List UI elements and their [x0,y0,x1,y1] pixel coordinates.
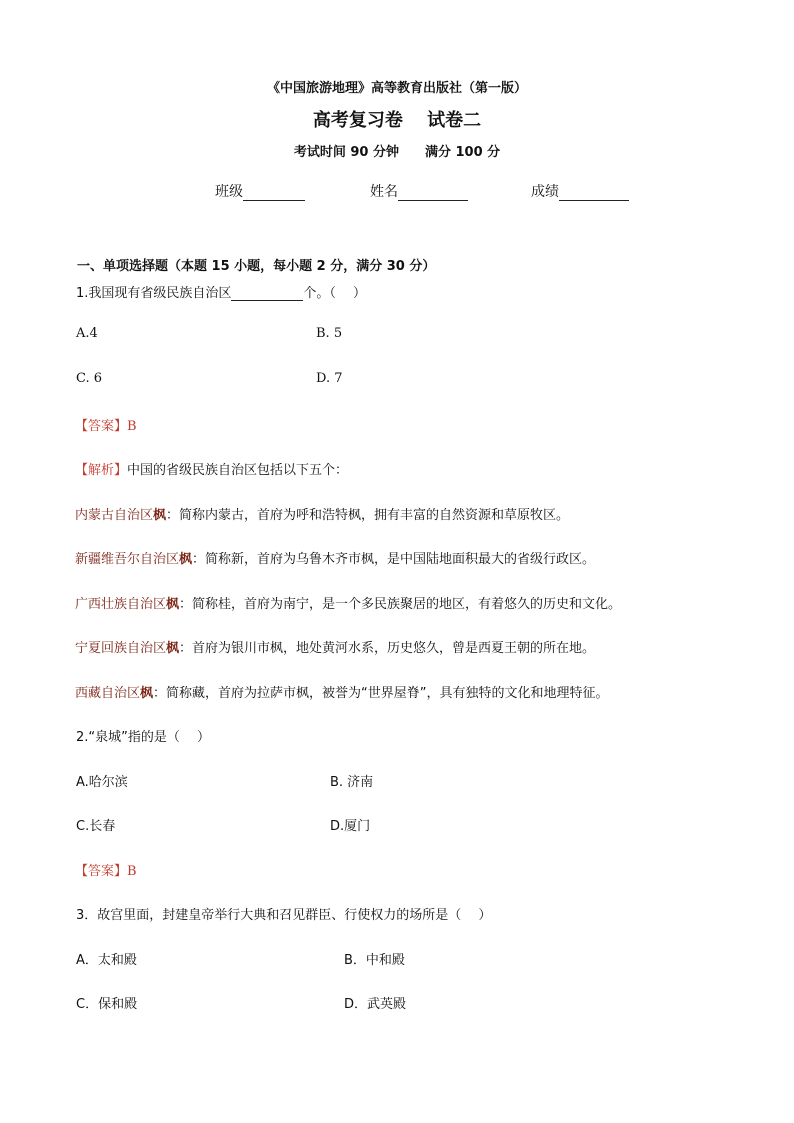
item-mark: 枫 [166,597,180,612]
q2-option-d[interactable]: D.厦门 [330,819,371,834]
q1-blank [231,286,303,301]
item-desc: ：首府为银川市枫，地处黄河水系，历史悠久，曾是西夏王朝的所在地。 [179,641,596,656]
q1-option-c[interactable]: C. 6 [76,371,103,386]
q1-answer-value: B [127,419,137,434]
class-blank[interactable] [243,186,305,201]
item-mark: 枫 [140,686,154,701]
q1-stem-tail: 个。（ ） [303,286,367,301]
name-field[interactable] [370,181,468,201]
item-name: 宁夏回族自治区 [75,641,167,656]
item-desc: ：简称新，首府为乌鲁木齐市枫，是中国陆地面积最大的省级行政区。 [192,552,596,567]
exam-meta: 考试时间 90 分钟 满分 100 分 [293,145,501,160]
q1-option-d[interactable]: D. 7 [316,371,343,386]
q2-option-a[interactable]: A.哈尔滨 [76,775,128,790]
section-heading: 一、单项选择题（本题 15 小题，每小题 2 分，满分 30 分） [77,259,436,274]
q1-answer-tag: 【答案】 [75,419,128,434]
q1-item-ningxia [75,637,595,656]
q1-analysis [75,459,348,478]
q2-stem: 2.“泉城”指的是（ ） [76,730,211,745]
source-line: 《中国旅游地理》高等教育出版社（第一版） [266,81,527,96]
q3-stem: 3．故宫里面，封建皇帝举行大典和召见群臣、行使权力的场所是（ ） [76,908,492,923]
class-field[interactable] [215,181,305,201]
q3-option-a[interactable]: A．太和殿 [76,953,137,968]
item-name: 新疆维吾尔自治区 [75,552,180,567]
exam-title: 高考复习卷 试卷二 [312,110,482,131]
q1-stem [76,282,366,301]
q1-analysis-tag: 【解析】 [75,463,128,478]
name-blank[interactable] [398,186,468,201]
item-mark: 枫 [166,641,180,656]
class-label: 班级 [215,184,243,200]
item-desc: ：简称内蒙古，首府为呼和浩特枫，拥有丰富的自然资源和草原牧区。 [166,508,570,523]
q1-analysis-intro: 中国的省级民族自治区包括以下五个： [127,463,349,478]
q1-item-xinjiang [75,548,595,567]
q2-option-c[interactable]: C.长春 [76,819,116,834]
q1-answer [75,415,137,434]
q2-answer-value: B [127,864,137,879]
score-label: 成绩 [531,184,559,200]
item-mark: 枫 [179,552,193,567]
name-label: 姓名 [370,184,398,200]
q2-answer [75,860,137,879]
item-desc: ：简称桂，首府为南宁，是一个多民族聚居的地区，有着悠久的历史和文化。 [179,597,622,612]
item-name: 西藏自治区 [75,686,141,701]
q3-option-c[interactable]: C．保和殿 [76,997,138,1012]
q2-answer-tag: 【答案】 [75,864,128,879]
q2-option-b[interactable]: B. 济南 [330,775,374,790]
q1-item-xizang [75,682,609,701]
q1-item-neimenggu [75,504,569,523]
q1-stem-text: 1.我国现有省级民族自治区 [76,286,232,301]
item-name: 内蒙古自治区 [75,508,154,523]
q1-item-guangxi [75,593,621,612]
q3-option-b[interactable]: B．中和殿 [344,953,405,968]
item-mark: 枫 [153,508,167,523]
q1-option-b[interactable]: B. 5 [316,326,343,341]
score-blank[interactable] [559,186,629,201]
item-name: 广西壮族自治区 [75,597,167,612]
q1-option-a[interactable]: A.4 [76,326,98,341]
score-field[interactable] [531,181,629,201]
item-desc: ：简称藏，首府为拉萨市枫，被誉为“世界屋脊”，具有独特的文化和地理特征。 [153,686,609,701]
q3-option-d[interactable]: D．武英殿 [344,997,407,1012]
